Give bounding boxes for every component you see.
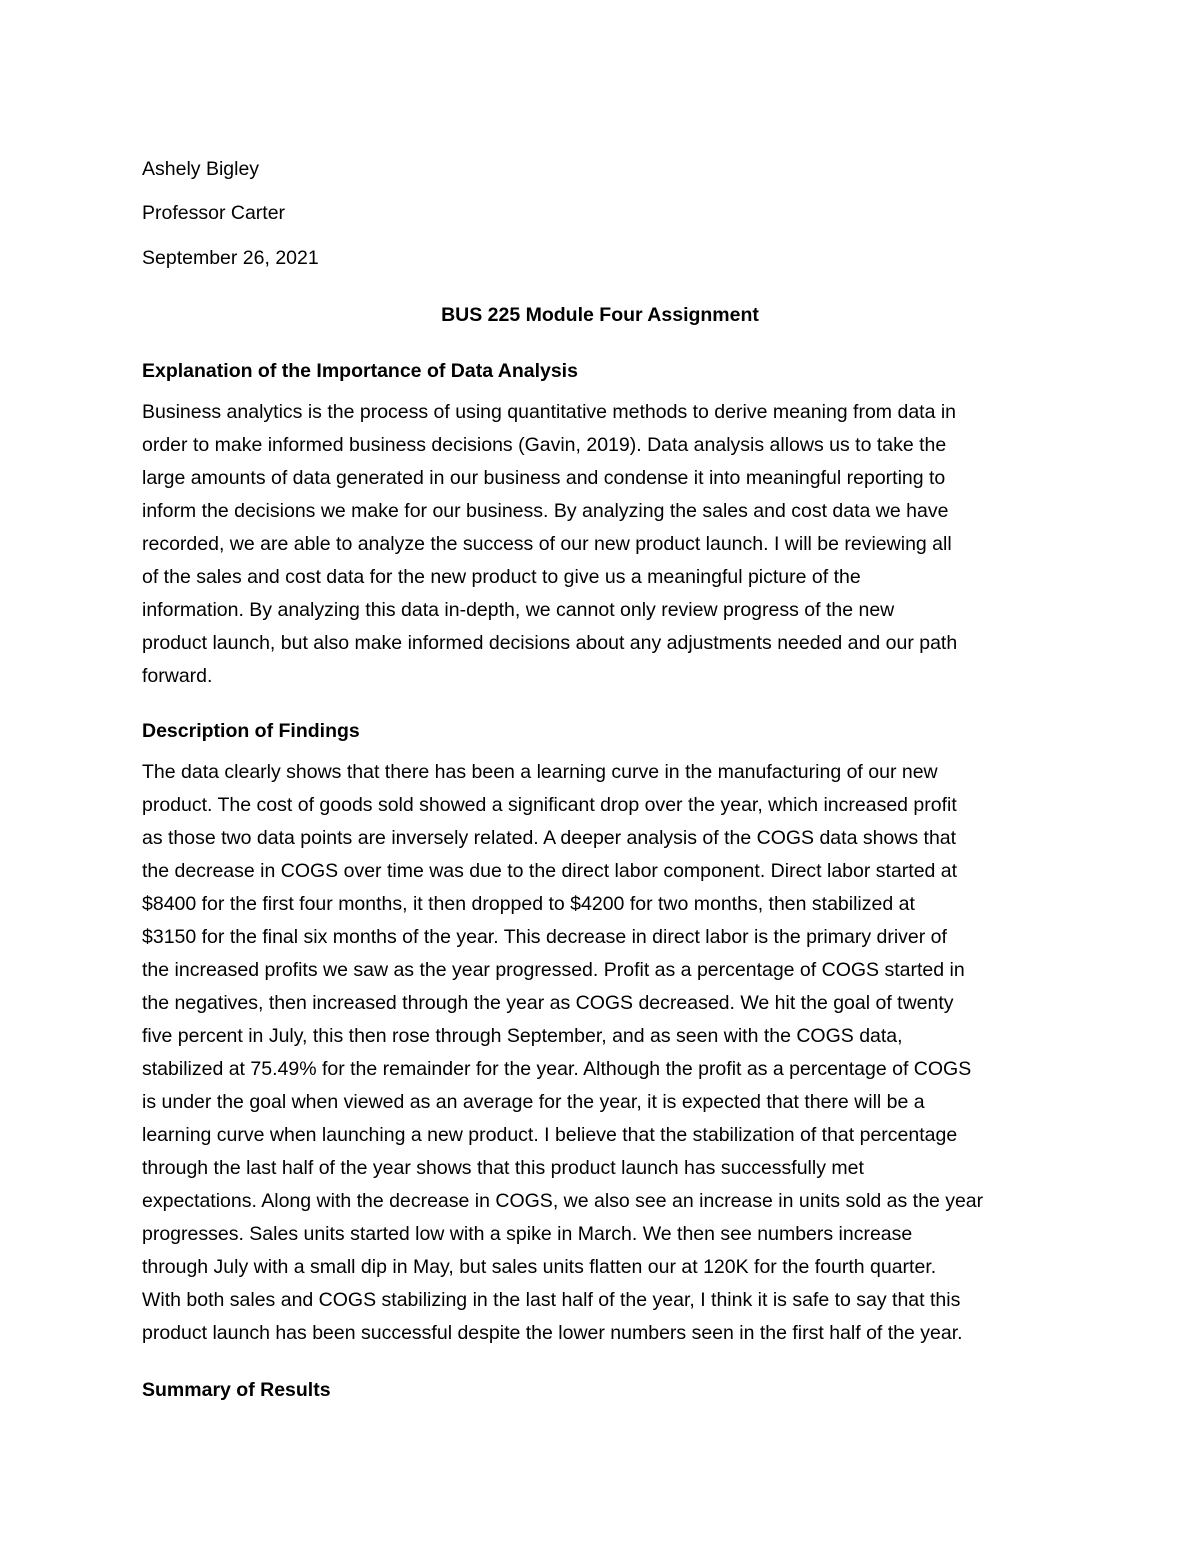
paragraph-line: large amounts of data generated in our business and condense it into meaningful reporting to: [142, 467, 946, 489]
paragraph-line: of the sales and cost data for the new product to give us a meaningful picture of the: [142, 566, 861, 588]
document-title: BUS 225 Module Four Assignment: [441, 304, 759, 326]
paragraph-line: stabilized at 75.49% for the remainder for the year. Although the profit as a percentage of COGS: [142, 1058, 972, 1080]
paragraph-line: product launch, but also make informed decisions about any adjustments needed and our path: [142, 632, 958, 654]
section-heading-importance: Explanation of the Importance of Data Analysis: [142, 360, 578, 382]
paragraph-line: as those two data points are inversely related. A deeper analysis of the COGS data shows that: [142, 827, 957, 849]
section-heading-summary: Summary of Results: [142, 1379, 331, 1401]
paragraph-line: progresses. Sales units started low with a spike in March. We then see numbers increase: [142, 1223, 913, 1245]
submission-date: September 26, 2021: [142, 247, 319, 269]
paragraph-line: the negatives, then increased through the year as COGS decreased. We hit the goal of twenty: [142, 992, 954, 1014]
paragraph-line: product launch has been successful despite the lower numbers seen in the first half of the year.: [142, 1322, 963, 1344]
section-paragraph-findings: [142, 756, 1062, 1350]
paragraph-line: $3150 for the final six months of the year. This decrease in direct labor is the primary driver of: [142, 926, 947, 948]
paragraph-line: recorded, we are able to analyze the success of our new product launch. I will be reviewing all: [142, 533, 952, 555]
paragraph-line: inform the decisions we make for our business. By analyzing the sales and cost data we have: [142, 500, 949, 522]
paragraph-line: product. The cost of goods sold showed a significant drop over the year, which increased profit: [142, 794, 957, 816]
paragraph-line: the increased profits we saw as the year progressed. Profit as a percentage of COGS started in: [142, 959, 965, 981]
paragraph-line: through July with a small dip in May, but sales units flatten our at 120K for the fourth quarter.: [142, 1256, 937, 1278]
paragraph-line: order to make informed business decisions (Gavin, 2019). Data analysis allows us to take the: [142, 434, 947, 456]
author-name: Ashely Bigley: [142, 158, 260, 180]
paragraph-line: Business analytics is the process of using quantitative methods to derive meaning from data in: [142, 401, 957, 423]
section-heading-findings: Description of Findings: [142, 720, 360, 742]
professor-name: Professor Carter: [142, 202, 286, 224]
paragraph-line: through the last half of the year shows that this product launch has successfully met: [142, 1157, 864, 1179]
paragraph-line: information. By analyzing this data in-depth, we cannot only review progress of the new: [142, 599, 895, 621]
paragraph-line: forward.: [142, 665, 213, 687]
paragraph-line: is under the goal when viewed as an average for the year, it is expected that there will be a: [142, 1091, 925, 1113]
paragraph-line: With both sales and COGS stabilizing in the last half of the year, I think it is safe to say that this: [142, 1289, 961, 1311]
paragraph-line: expectations. Along with the decrease in COGS, we also see an increase in units sold as the year: [142, 1190, 984, 1212]
paragraph-line: learning curve when launching a new product. I believe that the stabilization of that percentage: [142, 1124, 958, 1146]
section-paragraph-importance: [142, 396, 1062, 693]
paragraph-line: $8400 for the first four months, it then dropped to $4200 for two months, then stabilized at: [142, 893, 915, 915]
paragraph-line: five percent in July, this then rose through September, and as seen with the COGS data,: [142, 1025, 903, 1047]
paragraph-line: the decrease in COGS over time was due to the direct labor component. Direct labor started at: [142, 860, 958, 882]
paragraph-line: The data clearly shows that there has been a learning curve in the manufacturing of our new: [142, 761, 938, 783]
